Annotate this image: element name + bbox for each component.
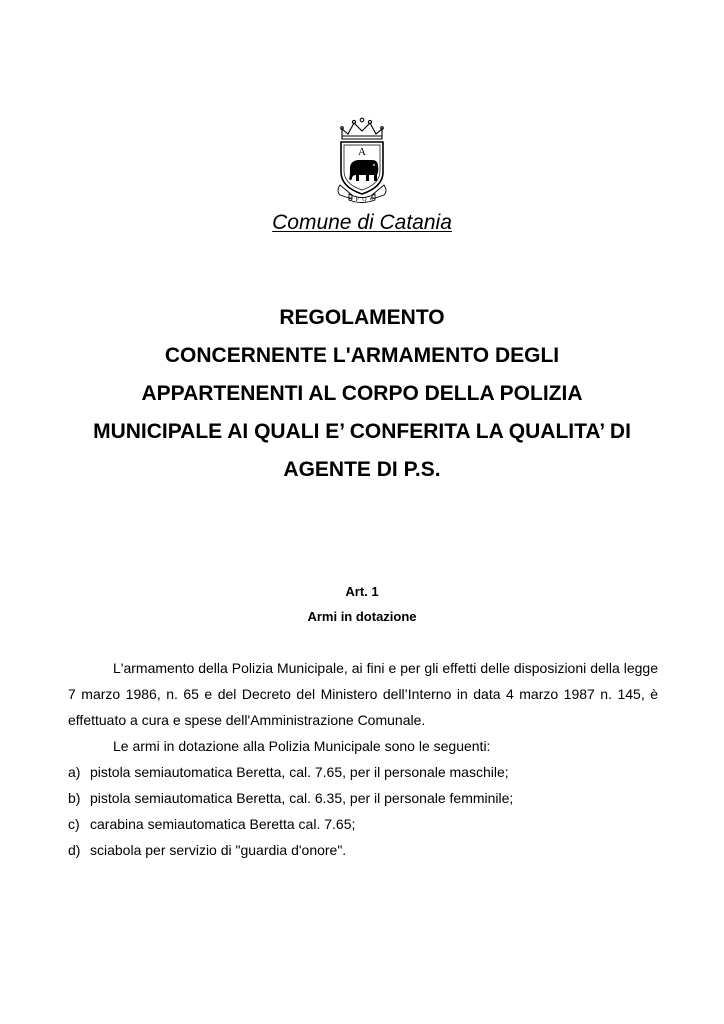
weapons-list [68,759,658,863]
crest-elephant-icon [332,115,392,203]
crest-motto: S P Q C [348,197,376,203]
title-line: MUNICIPALE AI QUALI E’ CONFERITA LA QUALITA’ DI [93,420,631,443]
city-crest [332,115,392,203]
title-line: AGENTE DI P.S. [283,458,441,481]
list-item-text: sciabola per servizio di "guardia d'onore". [90,842,347,858]
list-item [68,837,658,863]
municipality-name: Comune di Catania [272,211,452,234]
article-paragraph: Le armi in dotazione alla Polizia Municipale sono le seguenti: [113,738,491,754]
list-item-text: pistola semiautomatica Beretta, cal. 6.35, per il personale femminile; [90,790,514,806]
list-item-text: carabina semiautomatica Beretta cal. 7.65; [90,816,356,832]
list-marker: b) [68,790,81,806]
crest-letter: A [358,146,366,158]
list-item [68,811,658,837]
list-item-text: pistola semiautomatica Beretta, cal. 7.65, per il personale maschile; [90,764,509,780]
list-marker: d) [68,842,81,858]
article-heading: Armi in dotazione [307,609,417,624]
article-body [68,655,658,863]
list-item [68,785,658,811]
list-marker: c) [68,816,80,832]
article-paragraph: L'armamento della Polizia Municipale, ai fini e per gli effetti delle disposizioni della legge 7 marzo 1986, n. 65 e del Decreto del Ministero dell’Interno in data 4 marzo 1987 n. 145, è effettuato a cura e spese dell'Amministrazione Comunale. [68,660,658,728]
list-item [68,759,658,785]
title-line: CONCERNENTE L'ARMAMENTO DEGLI [164,344,560,367]
article-number: Art. 1 [345,584,379,599]
list-marker: a) [68,764,81,780]
title-line: REGOLAMENTO [279,306,445,329]
regulation-title [60,299,664,489]
title-line: APPARTENENTI AL CORPO DELLA POLIZIA [141,382,583,405]
